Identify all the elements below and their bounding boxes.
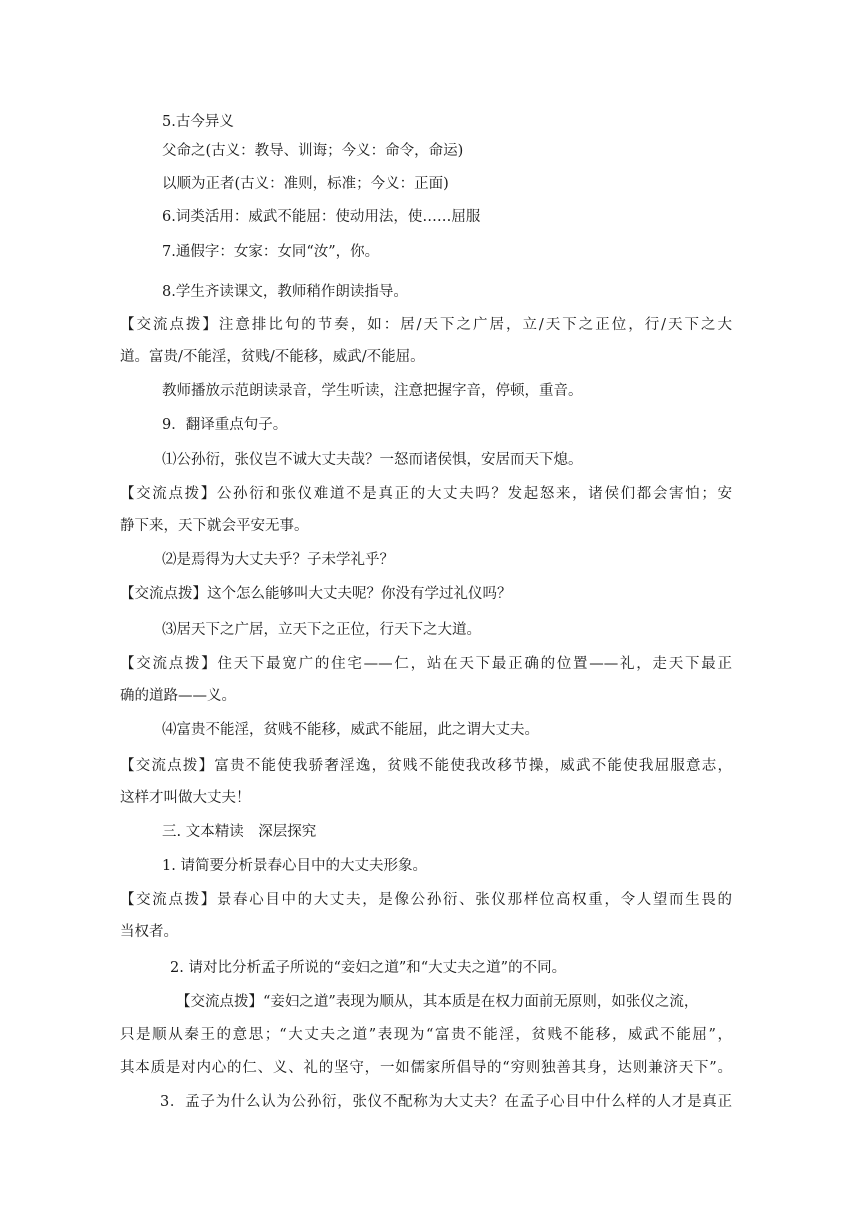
text-line: 确的道路——义。 [120,688,236,704]
text-line: 父命之(古义：教导、训诲；今义：命令，命运) [162,143,464,159]
text-line: 其本质是对内心的仁、义、礼的坚守，一如儒家所倡导的“穷则独善其身，达则兼济天下”。 [120,1060,732,1076]
text-line: 静下来，天下就会平安无事。 [120,518,309,534]
text-line: 8.学生齐读课文，教师稍作朗读指导。 [162,284,408,300]
text-line: 以顺为正者(古义：准则，标准；今义：正面) [162,176,449,192]
text-line: 【交流点拨】住天下最宽广的住宅——仁，站在天下最正确的位置——礼，走天下最正 [120,656,732,672]
text-line: 【交流点拨】景春心目中的大丈夫，是像公孙衍、张仪那样位高权重，令人望而生畏的 [120,892,732,908]
text-line: ⑵是焉得为大丈夫乎？子未学礼乎？ [162,552,394,568]
heading-section-three: 三. 文本精读 深层探究 [162,824,317,840]
text-line: 当权者。 [120,924,178,940]
text-line: 【交流点拨】注意排比句的节奏，如：居/天下之广居，立/天下之正位，行/天下之大 [120,317,732,333]
text-line: 这样才叫做大丈夫！ [120,790,251,806]
text-line: 3．孟子为什么认为公孙衍，张仪不配称为大丈夫？在孟子心目中什么样的人才是真正 [160,1094,732,1110]
heading-ancient-modern-meaning: 5.古今异义 [162,114,234,130]
text-line: ⑷富贵不能淫，贫贱不能移，威武不能屈，此之谓大丈夫。 [162,722,539,738]
text-line: 【交流点拨】“妾妇之道”表现为顺从，其本质是在权力面前无原则，如张仪之流， [176,994,699,1010]
text-line: 2. 请对比分析孟子所说的“妾妇之道”和“大丈夫之道”的不同。 [170,960,567,976]
text-line: ⑴公孙衍，张仪岂不诚大丈夫哉？一怒而诸侯惧，安居而天下熄。 [162,452,583,468]
text-line: 1. 请简要分析景春心目中的大丈夫形象。 [162,858,427,874]
text-line: 7.通假字：女家：女同“汝”，你。 [162,244,380,260]
heading-translate: 9．翻译重点句子。 [162,417,288,433]
text-line: 6.词类活用：威武不能屈：使动用法，使……屈服 [162,209,481,225]
text-line: 【交流点拨】这个怎么能够叫大丈夫呢？你没有学过礼仪吗？ [120,586,512,602]
text-line: 【交流点拨】富贵不能使我骄奢淫逸，贫贱不能使我改移节操，威武不能使我屈服意志， [120,758,732,774]
text-line: 【交流点拨】公孙衍和张仪难道不是真正的大丈夫吗？发起怒来，诸侯们都会害怕；安 [120,486,732,502]
text-line: 教师播放示范朗读录音，学生听读，注意把握字音，停顿，重音。 [162,383,583,399]
text-line: ⑶居天下之广居，立天下之正位，行天下之大道。 [162,622,481,638]
text-line: 道。富贵/不能淫，贫贱/不能移，威武/不能屈。 [120,349,425,365]
text-line: 只是顺从秦王的意思；“大丈夫之道”表现为“富贵不能淫，贫贱不能移，威武不能屈”， [120,1027,732,1043]
